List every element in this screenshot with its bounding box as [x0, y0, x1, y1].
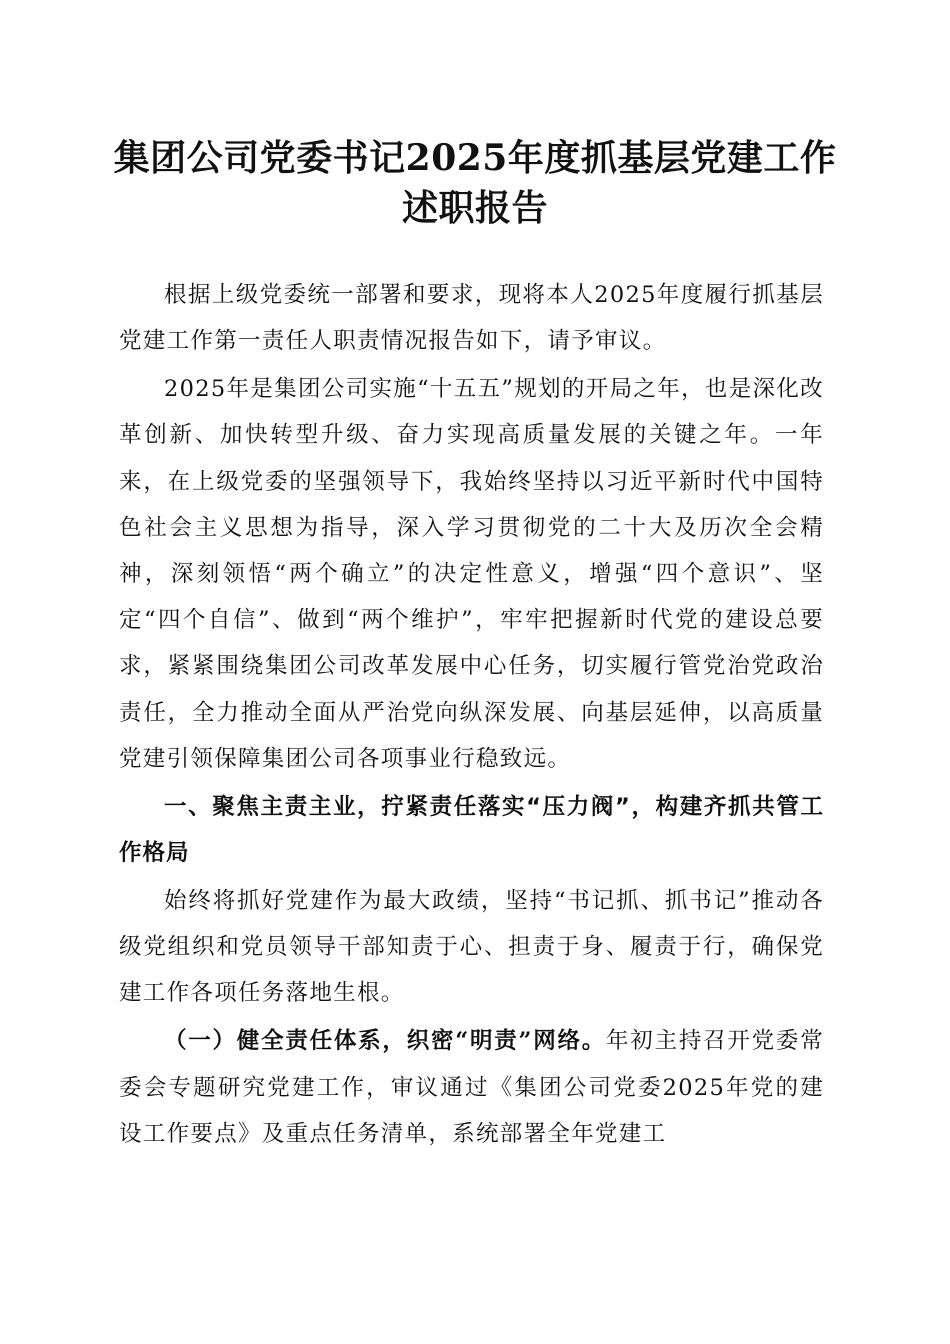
paragraph-subsection-1	[119, 1018, 824, 1157]
paragraph-section-1-intro: 始终将抓好党建作为最大政绩，坚持“书记抓、抓书记”推动各级党组织和党员领导干部知责于心、担责于身、履责于行，确保党建工作各项任务落地生根。	[119, 888, 824, 1007]
paragraph-overview: 2025年是集团公司实施“十五五”规划的开局之年，也是深化改革创新、加快转型升级、奋力实现高质量发展的关键之年。一年来，在上级党委的坚强领导下，我始终坚持以习近平新时代中国特色社会主义思想为指导，深入学习贯彻党的二十大及历次全会精神，深刻领悟“两个确立”的决定性意义，增强“四个意识”、坚定“四个自信”、做到“两个维护”，牢牢把握新时代党的建设总要求，紧紧围绕集团公司改革发展中心任务，切实履行管党治党政治责任，全力推动全面从严治党向纵深发展、向基层延伸，以高质量党建引领保障集团公司各项事业行稳致远。	[119, 376, 824, 772]
subsection-1-lead: （一）健全责任体系，织密“明责”网络。	[164, 1028, 607, 1055]
paragraph-intro: 根据上级党委统一部署和要求，现将本人2025年度履行抓基层党建工作第一责任人职责情况报告如下，请予审议。	[119, 282, 824, 355]
subsection-1-text: 年初主持召开党委常委会专题研究党建工作，审议通过《集团公司党委2025年党的建设工作要点》及重点任务清单，系统部署全年党建工	[119, 1028, 824, 1147]
document-body	[119, 272, 824, 1159]
section-heading-1: 一、聚焦主责主业，拧紧责任落实“压力阀”，构建齐抓共管工作格局	[119, 793, 824, 867]
title-line-1: 集团公司党委书记2025年度抓基层党建工作	[113, 137, 837, 179]
document-title	[100, 133, 850, 233]
title-line-2: 述职报告	[401, 187, 548, 229]
